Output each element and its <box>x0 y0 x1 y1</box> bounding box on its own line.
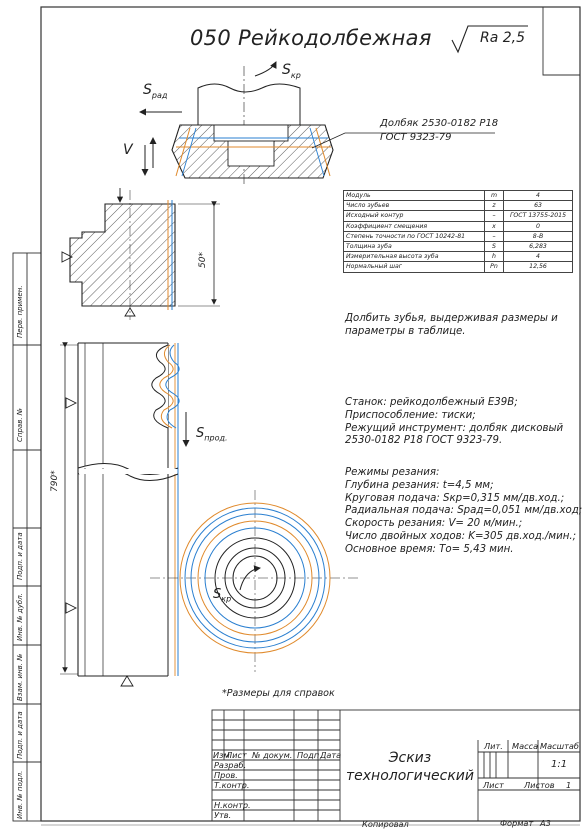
tb-header-doc: № докум. <box>252 750 293 760</box>
footnote: *Размеры для справок <box>222 688 335 699</box>
side-label-podl: Инв. № подл. <box>16 770 24 819</box>
cutting-modes: Режимы резания: Глубина резания: t=4,5 мм; Круговая подача: Sкр=0,315 мм/дв.ход.; Радиальная подача: Sрад=0,051 мм/дв.ход; Скорость резания: V= 20 м/мин.; Число двойных ходов: K=305 дв.ход./мин.; Основное время: То= 5,43 мин. <box>345 467 583 555</box>
rack-view <box>60 343 186 686</box>
side-label-vzam: Взам. инв. № <box>16 653 24 701</box>
params-cell: h <box>485 252 504 262</box>
side-label-perv: Перв. примен. <box>16 285 24 338</box>
s-kr-circle-label: $S_{кр}$ <box>213 587 232 604</box>
side-label-sprav: Справ. № <box>16 407 24 442</box>
tb-row-prov: Пров. <box>214 770 238 780</box>
tb-sheet: Лист <box>483 780 504 790</box>
tb-scale-value: 1:1 <box>551 759 568 770</box>
dim-790: 790* <box>50 470 60 492</box>
params-cell: – <box>485 211 504 221</box>
params-cell: Исходный контур <box>344 211 485 221</box>
side-label-dubl: Инв. № дубл. <box>16 593 24 641</box>
tb-scale: Масштаб <box>540 741 579 751</box>
params-row <box>344 221 573 231</box>
tool-callout-line2: ГОСТ 9323-79 <box>380 132 452 143</box>
params-row <box>344 201 573 211</box>
params-table <box>343 190 573 273</box>
params-cell: m <box>485 191 504 201</box>
params-cell: 12,56 <box>504 262 573 272</box>
params-cell: Модуль <box>344 191 485 201</box>
params-cell: Число зубьев <box>344 201 485 211</box>
params-cell: 0 <box>504 221 573 231</box>
params-cell: Нормальный шаг <box>344 262 485 272</box>
side-label-podp2: Подп. и дата <box>16 711 24 759</box>
format-label: Формат <box>500 818 534 828</box>
params-cell: – <box>485 231 504 241</box>
params-cell: Pn <box>485 262 504 272</box>
s-kr-label: $S_{кр}$ <box>282 62 301 80</box>
workpiece-profile <box>62 188 220 320</box>
s-prod-label: $S_{прод.}$ <box>196 426 228 443</box>
tb-row-tkontr: Т.контр. <box>214 780 250 790</box>
tb-row-nkontr: Н.контр. <box>214 800 251 810</box>
params-row <box>344 262 573 272</box>
tb-sheets: Листов <box>524 780 555 790</box>
params-cell: 6,283 <box>504 241 573 251</box>
side-label-podp1: Подп. и дата <box>16 532 24 580</box>
params-cell: Толщина зуба <box>344 241 485 251</box>
tb-header-list: Лист <box>226 750 247 760</box>
params-row <box>344 252 573 262</box>
dim-50: 50* <box>198 252 208 268</box>
tb-sheets-value: 1 <box>566 780 572 790</box>
copied-label: Копировал <box>362 819 409 829</box>
s-rad-label: $S_{рад}$ <box>143 82 168 100</box>
tool-callout-line1: Долбяк 2530-0182 Р18 <box>380 118 499 129</box>
params-cell: ГОСТ 13755-2015 <box>504 211 573 221</box>
document-title: Эскиз технологический <box>346 750 474 784</box>
roughness-label: Ra 2,5 <box>480 30 526 46</box>
tb-mass: Масса <box>512 741 539 751</box>
v-label: V <box>123 142 133 158</box>
tb-header-sign: Подп <box>297 750 320 760</box>
tb-row-utv: Утв. <box>214 810 232 820</box>
params-cell: 4 <box>504 252 573 262</box>
params-cell: Степень точности по ГОСТ 10242-81 <box>344 231 485 241</box>
params-cell: S <box>485 241 504 251</box>
tb-lit: Лит. <box>484 741 503 751</box>
params-cell: Коэффициент смещения <box>344 221 485 231</box>
page-title: 050 Рейкодолбежная <box>190 26 432 50</box>
instruction-text: Долбить зубья, выдерживая размеры и параметры в таблице. <box>345 313 558 337</box>
params-row <box>344 241 573 251</box>
params-cell: 4 <box>504 191 573 201</box>
tb-header-izm: Изм <box>213 750 230 760</box>
params-cell: x <box>485 221 504 231</box>
tb-row-razrab: Разраб. <box>214 760 247 770</box>
params-cell: Измерительная высота зуба <box>344 252 485 262</box>
params-row <box>344 231 573 241</box>
cutter-circles <box>150 490 360 672</box>
format-value: А3 <box>540 818 551 828</box>
params-row <box>344 211 573 221</box>
params-cell: 63 <box>504 201 573 211</box>
tb-header-date: Дата <box>320 750 342 760</box>
params-cell: z <box>485 201 504 211</box>
params-cell: 8-В <box>504 231 573 241</box>
equipment-text: Станок: рейкодолбежный E39В; Приспособление: тиски; Режущий инструмент: долбяк дисковый 2530-0182 Р18 ГОСТ 9323-79. <box>345 397 564 447</box>
params-row <box>344 191 573 201</box>
